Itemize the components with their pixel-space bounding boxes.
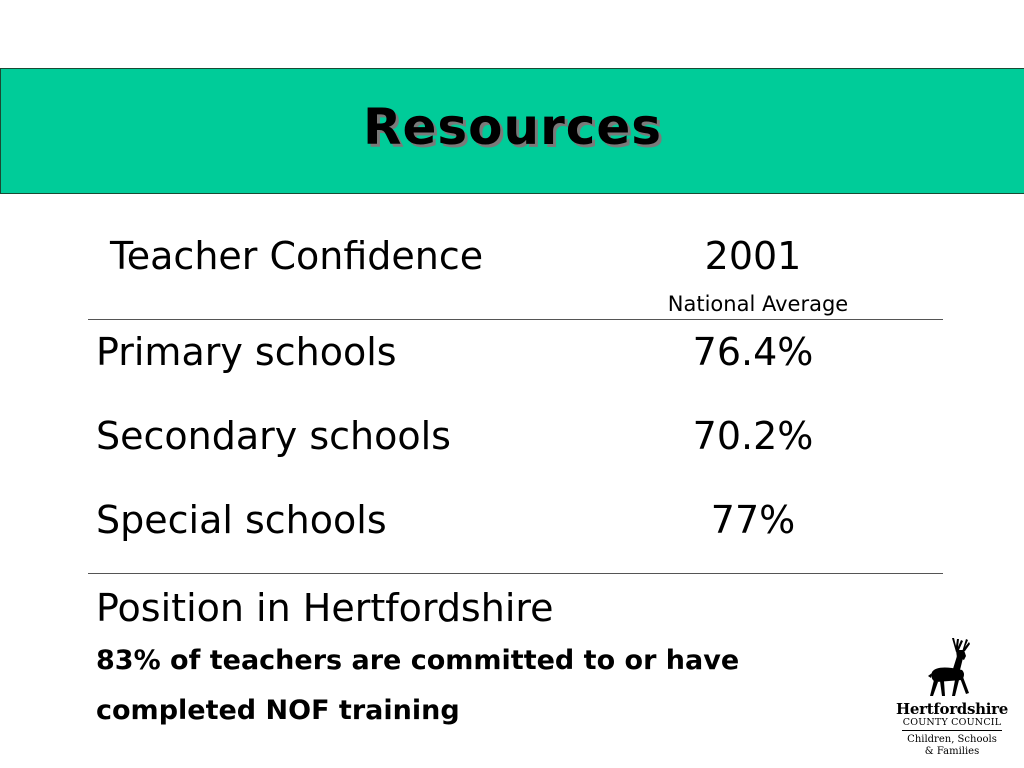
row-value: 77% [710,498,796,542]
position-heading: Position in Hertfordshire [96,586,554,630]
row-label: Secondary schools [96,414,451,458]
logo-dept-line1: Children, Schools [907,734,997,745]
header-year: 2001 [704,234,802,278]
row-label: Special schools [96,498,387,542]
position-section [96,586,876,736]
logo-divider [902,730,1002,731]
row-label: Primary schools [96,330,397,374]
logo-name: Hertfordshire [896,700,1008,718]
header-subtitle: National Average [667,292,849,316]
row-value: 70.2% [692,414,814,458]
slide-title: Resources [362,98,663,156]
logo-council: COUNTY COUNCIL [902,717,1002,728]
confidence-table [88,222,943,574]
table-row [88,498,943,558]
table-header [88,222,943,320]
table-row [88,330,943,390]
position-text: 83% of teachers are committed to or have completed NOF training [96,645,740,726]
logo-dept-line2: & Families [924,746,980,757]
table-body [88,320,943,574]
council-logo [893,636,1011,756]
stag-icon [922,636,982,700]
header-label: Teacher Confidence [110,234,484,278]
row-value: 76.4% [692,330,814,374]
table-row [88,414,943,474]
title-bar [0,68,1024,194]
